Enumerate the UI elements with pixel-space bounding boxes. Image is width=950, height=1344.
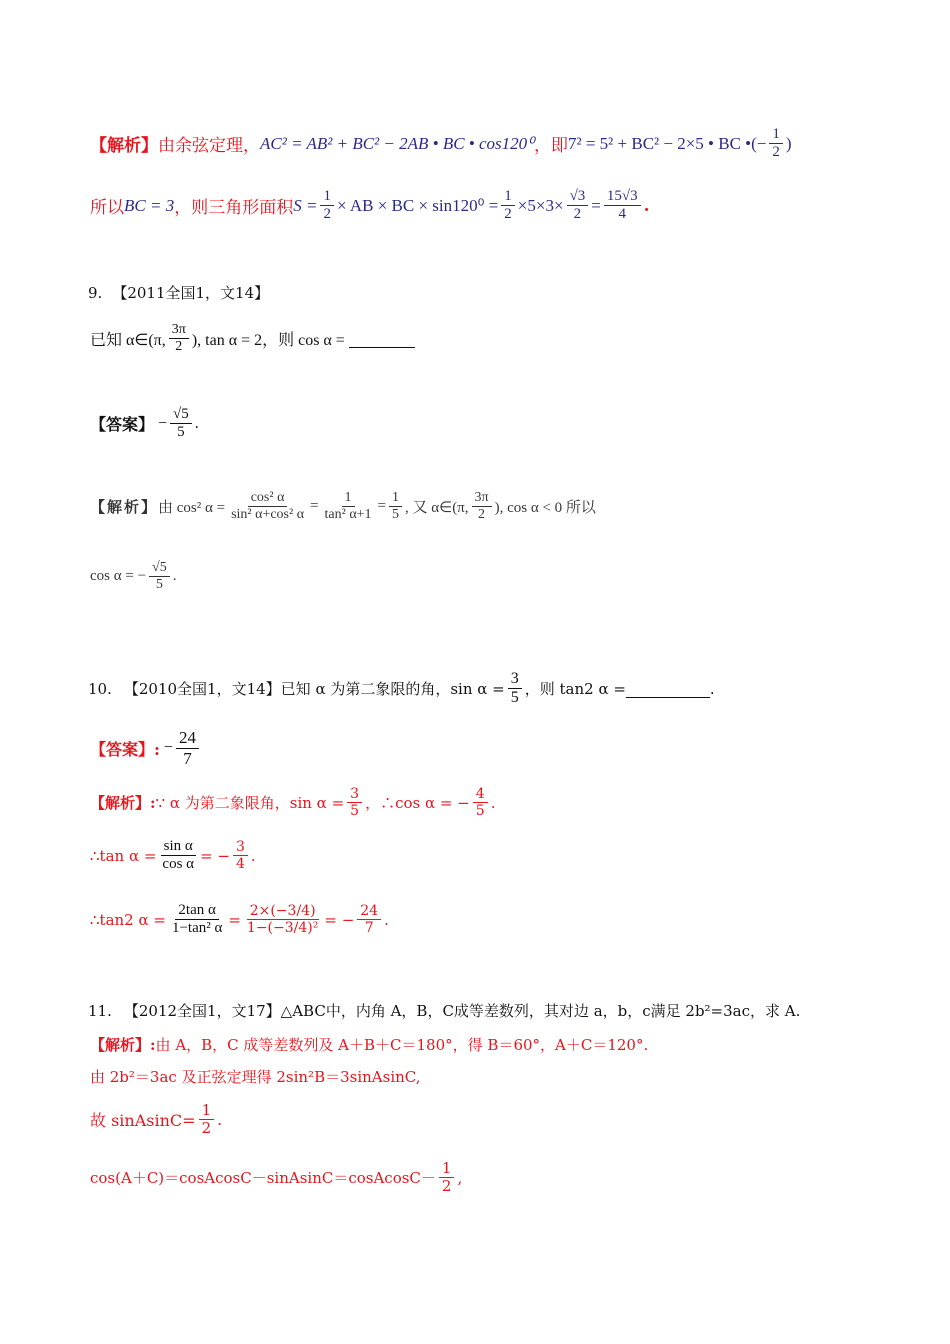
analysis-text: ∴tan α = bbox=[90, 846, 157, 865]
fraction bbox=[320, 188, 334, 224]
analysis-text: cos(A＋C)＝cosAcosC－sinAsinC＝cosAcosC－ bbox=[90, 1169, 436, 1188]
formula: AC² = AB² + BC² − 2AB • BC • cos120⁰ bbox=[260, 133, 534, 153]
fraction-denominator: cos α bbox=[162, 856, 195, 873]
fraction bbox=[604, 188, 641, 224]
fraction-numerator: 1 bbox=[199, 1102, 215, 1120]
fraction bbox=[389, 490, 402, 523]
formula: ×5×3× bbox=[517, 195, 564, 215]
problem-number: 11. bbox=[88, 1001, 112, 1020]
analysis-text: 由 2b²＝3ac 及正弦定理得 2sin²B＝3sinAsinC, bbox=[90, 1068, 421, 1086]
analysis-label: 【解析】 bbox=[90, 498, 159, 517]
fraction bbox=[233, 839, 248, 872]
fraction-denominator: 5 bbox=[475, 803, 485, 820]
fraction-numerator: 1 bbox=[439, 1160, 455, 1178]
fraction-denominator: 2 bbox=[441, 1177, 452, 1196]
fraction-denominator: sin² α+cos² α bbox=[231, 507, 305, 523]
p10-answer bbox=[90, 728, 202, 768]
analysis-text: 所以 bbox=[90, 198, 124, 219]
formula: × AB × BC × sin120⁰ = bbox=[336, 195, 499, 215]
p11-analysis-line1 bbox=[90, 1034, 648, 1055]
analysis-text: cos α = − bbox=[90, 568, 147, 585]
period: . bbox=[490, 793, 496, 812]
fraction-denominator: 2 bbox=[772, 144, 780, 161]
fraction bbox=[169, 322, 189, 355]
fraction bbox=[472, 490, 492, 523]
fraction bbox=[149, 560, 170, 593]
p10-analysis-line2 bbox=[90, 838, 256, 874]
fraction bbox=[357, 903, 381, 936]
formula: S = bbox=[293, 195, 318, 215]
fraction bbox=[439, 1160, 455, 1196]
fraction-denominator: 1−(−3/4)² bbox=[246, 920, 319, 937]
question-text: ), tan α = 2，则 cos α = bbox=[191, 332, 345, 350]
fraction-denominator: 4 bbox=[618, 206, 626, 223]
analysis-text: ), cos α < 0 所以 bbox=[494, 500, 596, 517]
analysis-text: 由余弦定理， bbox=[158, 136, 260, 157]
comma: , bbox=[457, 1168, 463, 1187]
fraction-denominator: 5 bbox=[392, 507, 400, 523]
p10-analysis-line3 bbox=[90, 902, 389, 938]
fraction-numerator: √5 bbox=[149, 560, 170, 577]
analysis-text: 由 A，B，C 成等差数列及 A＋B＋C＝180°，得 B＝60°，A＋C＝120°. bbox=[155, 1036, 649, 1054]
fraction-denominator: 2 bbox=[504, 206, 512, 223]
fraction-numerator: 24 bbox=[176, 728, 199, 749]
p9-question bbox=[90, 322, 415, 355]
fraction-denominator: 5 bbox=[510, 689, 519, 707]
p10-analysis-line1 bbox=[90, 786, 495, 819]
fraction-denominator: 5 bbox=[177, 424, 185, 441]
analysis-text: ，∴cos α = − bbox=[365, 794, 470, 813]
formula: BC = 3 bbox=[124, 195, 175, 215]
period: . bbox=[709, 679, 715, 698]
p9-analysis-line2 bbox=[90, 560, 176, 593]
period: . bbox=[643, 195, 650, 216]
fraction-denominator: 5 bbox=[350, 803, 360, 820]
problem-number: 10. bbox=[88, 679, 112, 698]
period: . bbox=[172, 568, 177, 585]
fraction bbox=[473, 786, 488, 819]
fraction bbox=[169, 902, 225, 938]
fraction bbox=[347, 786, 362, 819]
analysis-text: ，即 bbox=[533, 136, 568, 157]
fraction bbox=[199, 1102, 215, 1138]
fraction-numerator: 3 bbox=[347, 786, 362, 803]
analysis-label: 【解析】 bbox=[90, 136, 158, 157]
fraction-denominator: 5 bbox=[155, 577, 163, 593]
fraction-numerator: 3π bbox=[169, 322, 189, 339]
equals: = bbox=[310, 498, 319, 515]
answer-label: 【答案】: bbox=[90, 739, 160, 759]
analysis-label: 【解析】: bbox=[90, 794, 156, 813]
formula: ) bbox=[785, 133, 792, 153]
answer-blank bbox=[349, 329, 415, 348]
answer-label: 【答案】 bbox=[90, 415, 155, 435]
period: . bbox=[250, 846, 256, 865]
analysis-text: = − bbox=[324, 910, 355, 929]
fraction bbox=[322, 490, 375, 523]
fraction-numerator: 24 bbox=[357, 903, 381, 920]
analysis-text: ，则三角形面积 bbox=[174, 198, 294, 219]
period: . bbox=[194, 414, 199, 432]
analysis-text: , 又 α∈(π, bbox=[405, 500, 469, 517]
analysis-text: = − bbox=[200, 846, 230, 865]
fraction-denominator: 2 bbox=[573, 206, 582, 223]
analysis-text: ∴tan2 α = bbox=[90, 910, 166, 929]
fraction bbox=[244, 903, 321, 936]
answer-blank bbox=[626, 679, 710, 698]
fraction bbox=[567, 188, 589, 224]
period: . bbox=[217, 1110, 223, 1130]
fraction-numerator: 2tan α bbox=[175, 902, 218, 920]
fraction bbox=[228, 490, 307, 523]
analysis-text: 故 sinAsinC= bbox=[90, 1111, 196, 1131]
fraction-denominator: 7 bbox=[183, 748, 192, 768]
fraction-numerator: 2×(−3/4) bbox=[247, 903, 319, 920]
fraction-numerator: 3 bbox=[508, 670, 522, 689]
p8-analysis-line2 bbox=[90, 188, 650, 224]
fraction-denominator: tan² α+1 bbox=[324, 507, 372, 523]
fraction-numerator: 1 bbox=[320, 188, 334, 206]
question-text: 已知 α 为第二象限的角，sin α = bbox=[280, 680, 505, 699]
problem-source: 【2010全国1，文14】 bbox=[123, 680, 281, 699]
fraction bbox=[159, 838, 197, 874]
p9-analysis-line1 bbox=[90, 490, 596, 523]
analysis-text: 由 cos² α = bbox=[158, 500, 226, 517]
analysis-text: = bbox=[228, 910, 241, 929]
fraction bbox=[170, 406, 192, 442]
fraction-numerator: 1 bbox=[342, 490, 355, 507]
answer-sign: − bbox=[163, 739, 173, 757]
analysis-label: 【解析】: bbox=[90, 1036, 156, 1054]
fraction-denominator: 2 bbox=[175, 339, 183, 355]
fraction-numerator: 1 bbox=[769, 126, 783, 144]
p9-heading bbox=[88, 282, 269, 303]
fraction bbox=[769, 126, 783, 162]
problem-number: 9. bbox=[88, 283, 103, 302]
fraction-denominator: 7 bbox=[364, 920, 374, 937]
formula: = bbox=[591, 195, 601, 215]
formula: 7² = 5² + BC² − 2×5 • BC •(− bbox=[567, 133, 767, 153]
fraction-denominator: 2 bbox=[478, 507, 486, 523]
fraction-numerator: 15√3 bbox=[604, 188, 641, 206]
analysis-text: ∵ α 为第二象限角，sin α = bbox=[155, 794, 345, 813]
fraction bbox=[176, 728, 199, 768]
fraction-denominator: 4 bbox=[235, 856, 245, 873]
fraction-numerator: 3 bbox=[233, 839, 248, 856]
fraction-numerator: cos² α bbox=[248, 490, 288, 507]
fraction bbox=[501, 188, 515, 224]
question-text: ，则 tan2 α = bbox=[524, 680, 626, 699]
fraction-numerator: 4 bbox=[473, 786, 488, 803]
p10-heading bbox=[88, 670, 715, 708]
fraction-numerator: sin α bbox=[161, 838, 196, 856]
equals: = bbox=[377, 498, 387, 515]
p11-heading bbox=[88, 1000, 800, 1021]
p9-answer bbox=[90, 406, 199, 442]
fraction bbox=[508, 670, 522, 708]
fraction-numerator: √3 bbox=[567, 188, 589, 206]
p11-analysis-line2 bbox=[90, 1066, 420, 1087]
question-text: △ABC中，内角 A，B，C成等差数列，其对边 a，b，c满足 2b²=3ac，求 A. bbox=[280, 1002, 801, 1020]
fraction-denominator: 1−tan² α bbox=[171, 920, 223, 937]
fraction-numerator: √5 bbox=[170, 406, 192, 424]
fraction-numerator: 3π bbox=[472, 490, 492, 507]
p11-analysis-line3 bbox=[90, 1102, 222, 1138]
problem-source: 【2011全国1，文14】 bbox=[112, 284, 270, 302]
fraction-denominator: 2 bbox=[323, 206, 331, 223]
p11-analysis-line4 bbox=[90, 1160, 462, 1196]
fraction-numerator: 1 bbox=[501, 188, 515, 206]
problem-source: 【2012全国1，文17】 bbox=[123, 1002, 281, 1020]
p8-analysis-line1 bbox=[90, 126, 792, 162]
period: . bbox=[384, 910, 389, 929]
fraction-denominator: 2 bbox=[201, 1119, 212, 1138]
question-text: 已知 α∈(π, bbox=[90, 332, 166, 350]
fraction-numerator: 1 bbox=[389, 490, 402, 507]
answer-sign: − bbox=[158, 414, 168, 432]
